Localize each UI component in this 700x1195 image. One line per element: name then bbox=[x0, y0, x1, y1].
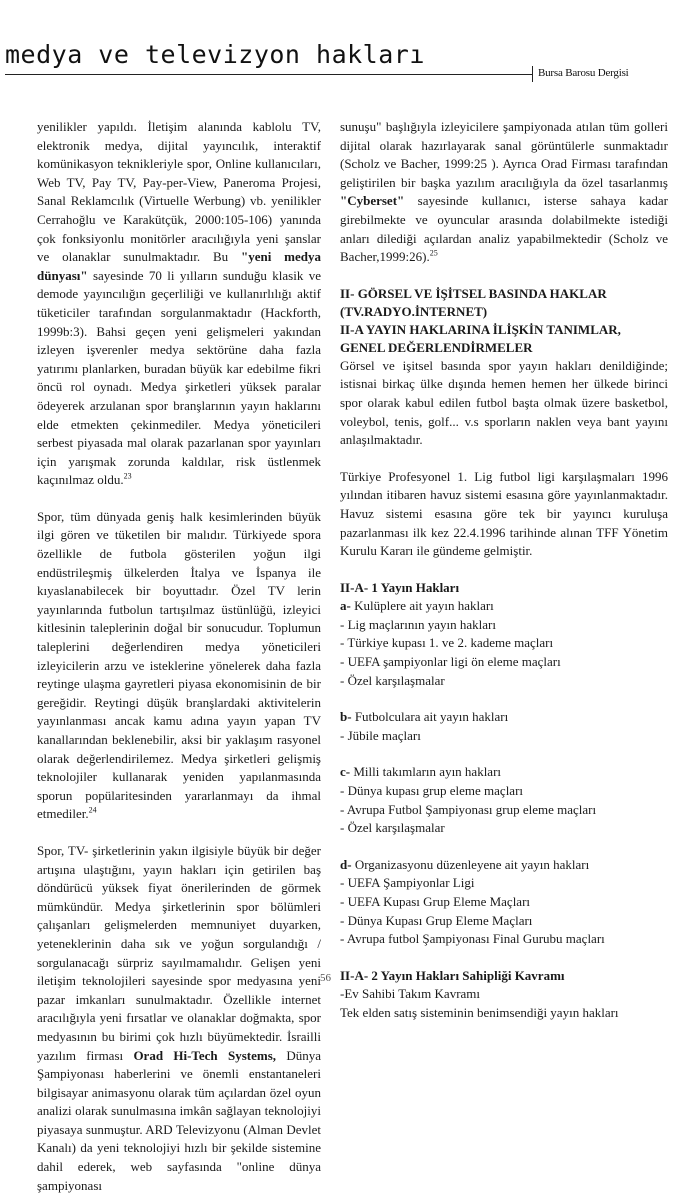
header-rule bbox=[5, 74, 533, 75]
paragraph: Spor, TV- şirketlerinin yakın ilgisiyle büyük bir değer artışına ulaştığını, yayın hakları için getirilen baş döndürücü yüksek fiyat önerilerinden de görmek mümkündür. Medya şirketlerinin spor bölümleri çalışanları gelişmelerden memnuniyet duyarken, yeteneklerinin daha sık ve yoğun sorgulandığı / sorgulanacağı sürpriz sayılmamalıdır. Gelişen yeni iletişim teknolojileri sayesinde spor medyasına yeni pazar imkanları sunulmaktadır. Özellikle internet aracılığıyla yeni fırsatlar ve olanaklar doğmakta, spor medyasının bu birimi çok hızlı büyümektedir. İsrailli yazılım firması Orad Hi-Tech Systems, Dünya Şampiyonası haberlerini ve önemli enstantaneleri bilgisayar animasyonu olarak tüm açılardan özel oyun analizi olarak sunulmasına imkân sağlayan teknolojiyi piyasaya sunmuştur. ARD Televizyonu (Alman Devlet Kanalı) da yeni teknolojiyi hızlı bir şekilde sistemine dahil ederek, web sayfasında "online dünya şampiyonası bbox=[37, 842, 321, 1193]
ownership-heading: II-A- 2 Yayın Hakları Sahipliği Kavramı bbox=[340, 967, 565, 983]
list-item: - Avrupa Futbol Şampiyonası grup eleme maçları bbox=[340, 801, 597, 817]
group-b-title: b- Futbolculara ait yayın hakları bbox=[340, 709, 509, 725]
subsection-heading-cont: GENEL DEĞERLENDİRMELER bbox=[340, 339, 533, 355]
bold-term: "Cyberset" bbox=[340, 193, 405, 209]
group-d-list bbox=[340, 874, 668, 948]
header-rule-tick bbox=[532, 66, 533, 82]
right-column bbox=[340, 118, 668, 1023]
list-item: - UEFA Şampiyonlar Ligi bbox=[340, 875, 475, 891]
ownership-line: Tek elden satış sisteminin benimsendiği yayın hakları bbox=[340, 1004, 619, 1020]
journal-name: Bursa Barosu Dergisi bbox=[538, 67, 629, 79]
list-item: - Avrupa futbol Şampiyonası Final Gurubu maçları bbox=[340, 931, 605, 947]
paragraph: Spor, tüm dünyada geniş halk kesimlerinden büyük ilgi gören ve tüketilen bir malıdır. Türkiyede spora özellikle de futbola gösterilen yoğun ilgi endüstrileşmiş ülkelerden İtalya ve İspanya ile kıyaslanabilecek bir boyuttadır. Özel TV lerin yayınlarında futbolun tartışılmaz üstünlüğü, izleyici kitlesinin taleplerinin doğal bir sonucudur. Toplumun taleplerini değerlendiren medya yöneticileri izleyicilerin arzu ve isteklerine yönelerek daha fazla reytinge ulaşma gayretleri piyasa ekonomisinin de bir gereğidir. Reytingi düşük branşlardaki aktivitelerin yayınlanması ancak kamu adına yayın yapan TV kanallarından beklenebilir, aksi bir yaklaşım rasyonel olarak değerlendirilemez. Medya şirketleri gelişmiş teknolojiler kullanarak yeniden yapılanmasında sporun popülaritesinden yararlanmayı da ihmal etmediler.$^{24}$ bbox=[37, 508, 321, 822]
page-number: 56 bbox=[320, 972, 331, 984]
footnote-ref: 23 bbox=[123, 471, 132, 481]
list-item: - UEFA Kupası Grup Eleme Maçları bbox=[340, 894, 531, 909]
footnote-ref: 25 bbox=[429, 248, 438, 258]
paragraph: yenilikler yapıldı. İletişim alanında kablolu TV, elektronik medya, dijital yayıncılık, interaktif komünikasyon teknikleriyle spor, Online kullanıcıları, Web TV, Pay TV, Pay-per-View, Paneroma Projesi, Sanal Reklamcılık (Virtuelle Werbung) vb. yenilikler Cerrahoğlu ve Karakütçük, 2000:105-106) yanında çok fonksiyonlu monitörler aracılığıyla yeni şanslar ve olanaklar sunulmaktadır. Bu "yeni medya dünyası" sayesinde 70 li yılların sunduğu klasik ve demode yayıncılığın geçerliliği ve kullanırlılığı aktif tüketiciler tarafından sorgulanmaktadır (Hackforth, 1999b:3). Bahsi geçen yeni gelişmeleri yakından izleyen işverenler medya sektörüne daha fazla yatırımı planlarken, buradan büyük kar edebilme fikri öncü rol oynadı. Medya şirketleri yüksek paralar ödeyerek arzulanan spor branşlarının yayın haklarını elde etmekten çekinmediler. Medya yöneticileri serbest piyasada mal olarak pazarlanan spor yayınları için yarışmak zorunda kaldılar, risk üstlenmek kaçınılmaz oldu.$^{23}$ bbox=[37, 119, 321, 488]
bold-term: Orad Hi-Tech Systems, bbox=[133, 1047, 277, 1063]
group-a-title: a- Kulüplere ait yayın hakları bbox=[340, 598, 494, 614]
paragraph: Görsel ve işitsel basında spor yayın hakları denildiğinde; istisnai birkaç ülke dışında hemen hemen her ülkede birinci spor olarak kabul edilen futbol başta olmak üzere basketbol, voleybol, tenis, golf... v.s sporların naklen veya bant yayını anlaşılmaktadır. bbox=[340, 357, 668, 448]
list-item: - Jübile maçları bbox=[340, 727, 421, 743]
bold-term: "yeni medya dünyası" bbox=[37, 249, 321, 283]
rights-heading: II-A- 1 Yayın Hakları bbox=[340, 579, 460, 595]
list-item: - Özel karşılaşmalar bbox=[340, 820, 445, 836]
section-heading: II- GÖRSEL VE İŞİTSEL BASINDA HAKLAR bbox=[340, 285, 607, 301]
paragraph: sunuşu" başlığıyla izleyicilere şampiyonada atılan tüm golleri dijital olarak hazırlayarak sanal görüntülerle sunmaktadır (Scholz ve Bacher, 1999:25 ). Ayrıca Orad Firması tarafından geliştirilen bir başka yazılım aracılığıyla da özel tasarlanmış "Cyberset" sayesinde kullanıcı, isterse sahaya kadar girebilmekte ve oyuncular arasında dolabilmekte istediği anları dilediği açılardan analiz yapabilmektedir (Scholz ve Bacher,1999:26).$^{25}$ bbox=[340, 119, 668, 265]
ownership-line: -Ev Sahibi Takım Kavramı bbox=[340, 986, 481, 1002]
group-b-list bbox=[340, 727, 668, 746]
section-title: medya ve televizyon hakları bbox=[5, 40, 425, 69]
list-item: - Lig maçlarının yayın hakları bbox=[340, 616, 496, 632]
group-c-title: c- Milli takımların ayın hakları bbox=[340, 764, 502, 780]
list-item: - Türkiye kupası 1. ve 2. kademe maçları bbox=[340, 635, 554, 651]
group-c-list bbox=[340, 782, 668, 838]
list-item: - Dünya Kupası Grup Eleme Maçları bbox=[340, 912, 533, 928]
subsection-heading: II-A YAYIN HAKLARINA İLİŞKİN TANIMLAR, bbox=[340, 321, 621, 337]
footnote-ref: 24 bbox=[88, 806, 97, 816]
group-a-list bbox=[340, 616, 668, 690]
group-d-title: d- Organizasyonu düzenleyene ait yayın hakları bbox=[340, 856, 590, 872]
list-item: - Dünya kupası grup eleme maçları bbox=[340, 783, 524, 799]
left-column bbox=[37, 118, 321, 1195]
page-header bbox=[0, 0, 700, 90]
paragraph: Türkiye Profesyonel 1. Lig futbol ligi karşılaşmaları 1996 yılından itibaren havuz sistemi esasına göre yayınlanmaktadır. Havuz sistemi esasına göre tek bir yayıncı kuruluşa pazarlanması ilk kez 22.4.1996 tarihinde alınan TFF Yönetim Kurulu Kararı ile gündeme gelmiştir. bbox=[340, 468, 668, 559]
list-item: - Özel karşılaşmalar bbox=[340, 672, 445, 688]
section-heading-cont: (TV.RADYO.İNTERNET) bbox=[340, 303, 488, 319]
list-item: - UEFA şampiyonlar ligi ön eleme maçları bbox=[340, 654, 561, 670]
